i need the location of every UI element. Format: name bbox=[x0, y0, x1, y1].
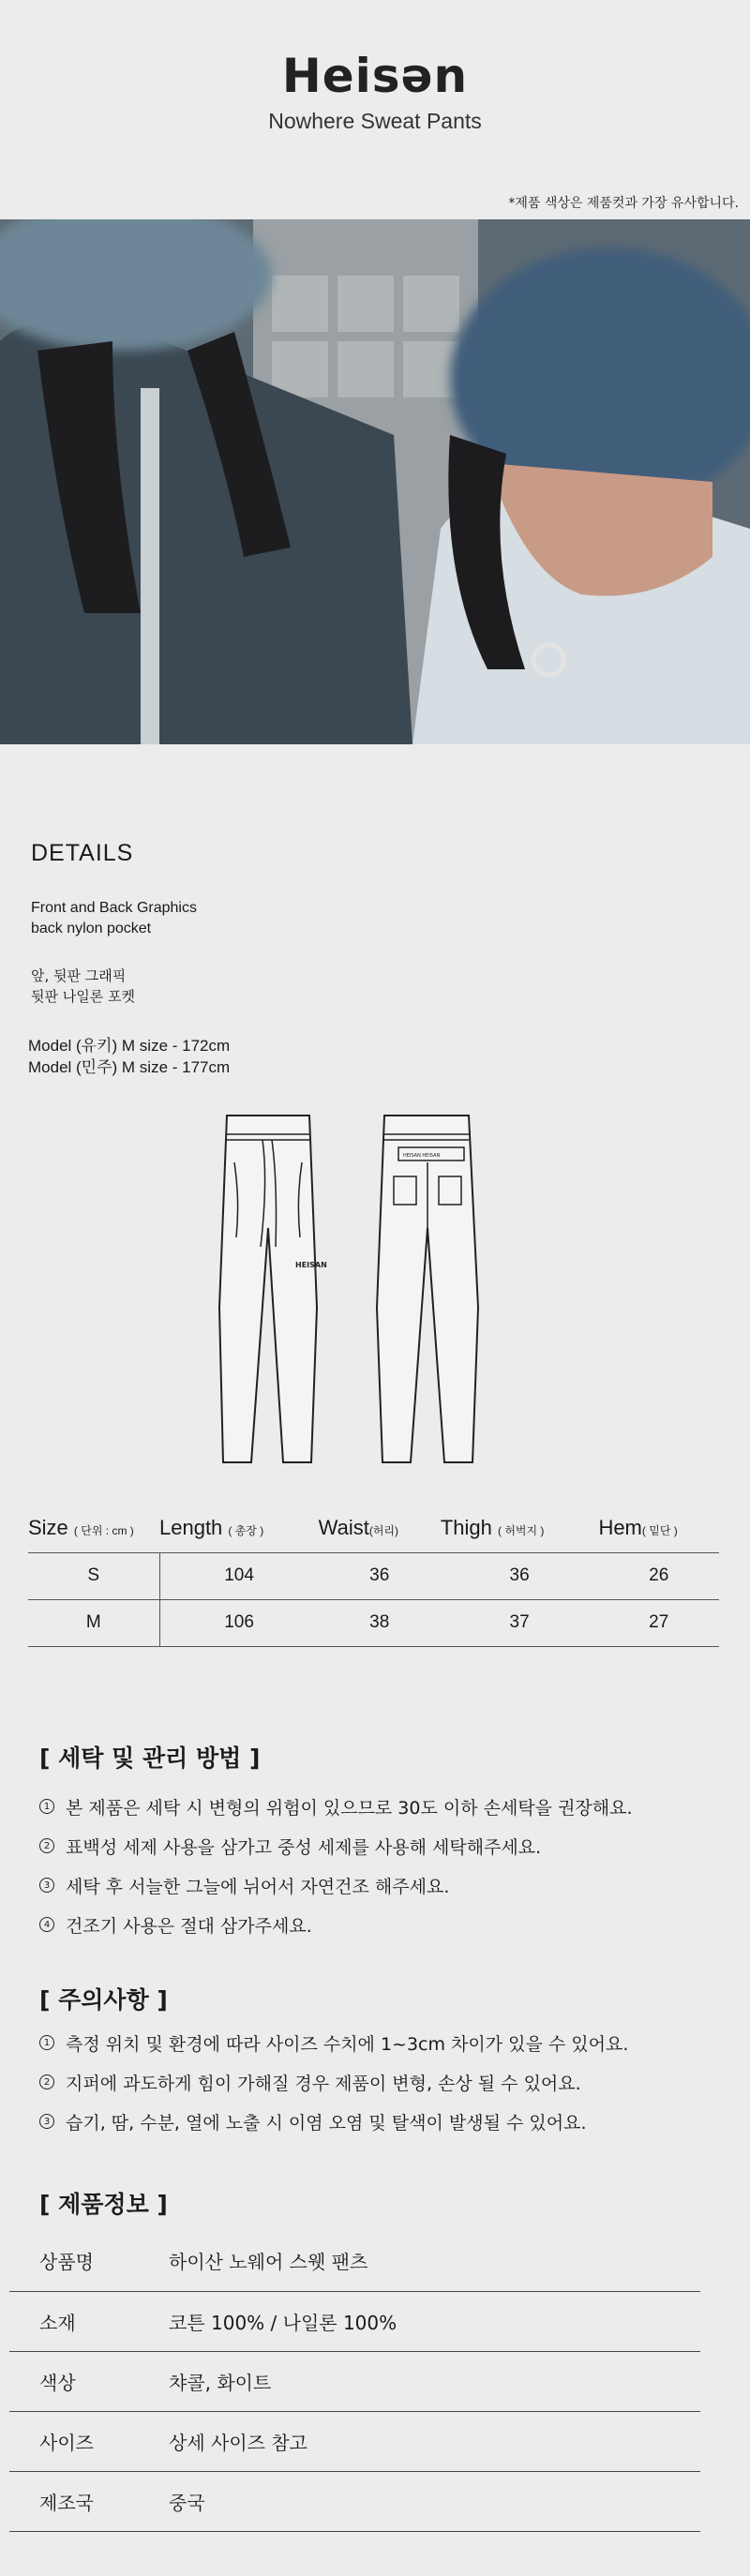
length-cell: 104 bbox=[159, 1552, 319, 1599]
info-value: 중국 bbox=[169, 2471, 700, 2531]
table-row bbox=[9, 2351, 700, 2411]
detail-line: back nylon pocket bbox=[31, 921, 152, 936]
product-name: Nowhere Sweat Pants bbox=[268, 109, 482, 133]
number-marker: 3 bbox=[39, 1878, 54, 1893]
info-key: 사이즈 bbox=[9, 2411, 169, 2471]
header-length: Length ( 총장 ) bbox=[159, 1504, 319, 1552]
info-key: 색상 bbox=[9, 2351, 169, 2411]
hem-cell: 26 bbox=[598, 1552, 719, 1599]
details-title: DETAILS bbox=[31, 840, 134, 866]
number-marker: 1 bbox=[39, 1799, 54, 1814]
sketch-front-label: HEISAN bbox=[295, 1261, 327, 1269]
model-line: Model (유키) M size - 172cm bbox=[28, 1037, 231, 1055]
detail-line: Front and Back Graphics bbox=[31, 900, 197, 916]
number-marker: 2 bbox=[39, 1838, 54, 1853]
header-size: Size ( 단위 : cm ) bbox=[28, 1504, 159, 1552]
thigh-cell: 36 bbox=[441, 1552, 599, 1599]
table-row bbox=[28, 1599, 719, 1646]
waist-cell: 36 bbox=[319, 1552, 441, 1599]
info-key: 상품명 bbox=[9, 2231, 169, 2291]
details-korean bbox=[31, 966, 135, 1007]
table-row bbox=[28, 1552, 719, 1599]
table-row bbox=[9, 2471, 700, 2531]
number-marker: 1 bbox=[39, 2035, 54, 2050]
pants-technical-sketch bbox=[206, 1106, 553, 1472]
info-value: 챠콜, 화이트 bbox=[169, 2351, 700, 2411]
detail-line: 뒷판 나일론 포켓 bbox=[31, 988, 135, 1005]
caution-title: [ 주의사항 ] bbox=[39, 1986, 168, 2014]
size-cell: M bbox=[28, 1599, 159, 1646]
detail-line: 앞, 뒷판 그래픽 bbox=[31, 967, 127, 984]
product-info-table bbox=[9, 2231, 700, 2532]
info-key: 소재 bbox=[9, 2291, 169, 2351]
waist-cell: 38 bbox=[319, 1599, 441, 1646]
model-photo bbox=[0, 219, 750, 744]
size-table-header bbox=[28, 1504, 719, 1552]
info-value: 코튼 100% / 나일론 100% bbox=[169, 2291, 700, 2351]
caution-list bbox=[39, 2023, 628, 2141]
thigh-cell: 37 bbox=[441, 1599, 599, 1646]
info-value: 상세 사이즈 참고 bbox=[169, 2411, 700, 2471]
info-title: [ 제품정보 ] bbox=[39, 2191, 168, 2218]
list-item: 2 표백성 세제 사용을 삼가고 중성 세제를 사용해 세탁해주세요. bbox=[39, 1826, 633, 1865]
list-item: 4 건조기 사용은 절대 삼가주세요. bbox=[39, 1905, 633, 1944]
list-item: 3 습기, 땀, 수분, 열에 노출 시 이염 오염 및 탈색이 발생될 수 있어요. bbox=[39, 2102, 628, 2141]
number-marker: 3 bbox=[39, 2114, 54, 2129]
model-info bbox=[28, 1035, 230, 1078]
table-row bbox=[9, 2231, 700, 2291]
hem-cell: 27 bbox=[598, 1599, 719, 1646]
table-row bbox=[9, 2411, 700, 2471]
size-table bbox=[28, 1504, 719, 1647]
care-list bbox=[39, 1787, 633, 1944]
table-row bbox=[9, 2291, 700, 2351]
header-hem: Hem( 밑단 ) bbox=[598, 1504, 719, 1552]
care-title: [ 세탁 및 관리 방법 ] bbox=[39, 1745, 261, 1772]
list-item: 2 지퍼에 과도하게 힘이 가해질 경우 제품이 변형, 손상 될 수 있어요. bbox=[39, 2062, 628, 2102]
list-item: 1 측정 위치 및 환경에 따라 사이즈 수치에 1~3cm 차이가 있을 수 있어요. bbox=[39, 2023, 628, 2062]
number-marker: 4 bbox=[39, 1917, 54, 1932]
info-key: 제조국 bbox=[9, 2471, 169, 2531]
sketch-back-label: HEISAN HEISAN bbox=[403, 1153, 441, 1159]
list-item: 3 세탁 후 서늘한 그늘에 뉘어서 자연건조 해주세요. bbox=[39, 1865, 633, 1905]
header-thigh: Thigh ( 허벅지 ) bbox=[441, 1504, 599, 1552]
header-waist: Waist(허리) bbox=[319, 1504, 441, 1552]
model-line: Model (민주) M size - 177cm bbox=[28, 1058, 231, 1076]
color-note: *제품 색상은 제품컷과 가장 유사합니다. bbox=[508, 196, 739, 211]
size-cell: S bbox=[28, 1552, 159, 1599]
list-item: 1 본 제품은 세탁 시 변형의 위험이 있으므로 30도 이하 손세탁을 권장해요. bbox=[39, 1787, 633, 1826]
length-cell: 106 bbox=[159, 1599, 319, 1646]
brand-logo: Heisən bbox=[281, 49, 469, 103]
number-marker: 2 bbox=[39, 2074, 54, 2089]
info-value: 하이산 노웨어 스웻 팬츠 bbox=[169, 2231, 700, 2291]
details-english bbox=[31, 898, 197, 939]
